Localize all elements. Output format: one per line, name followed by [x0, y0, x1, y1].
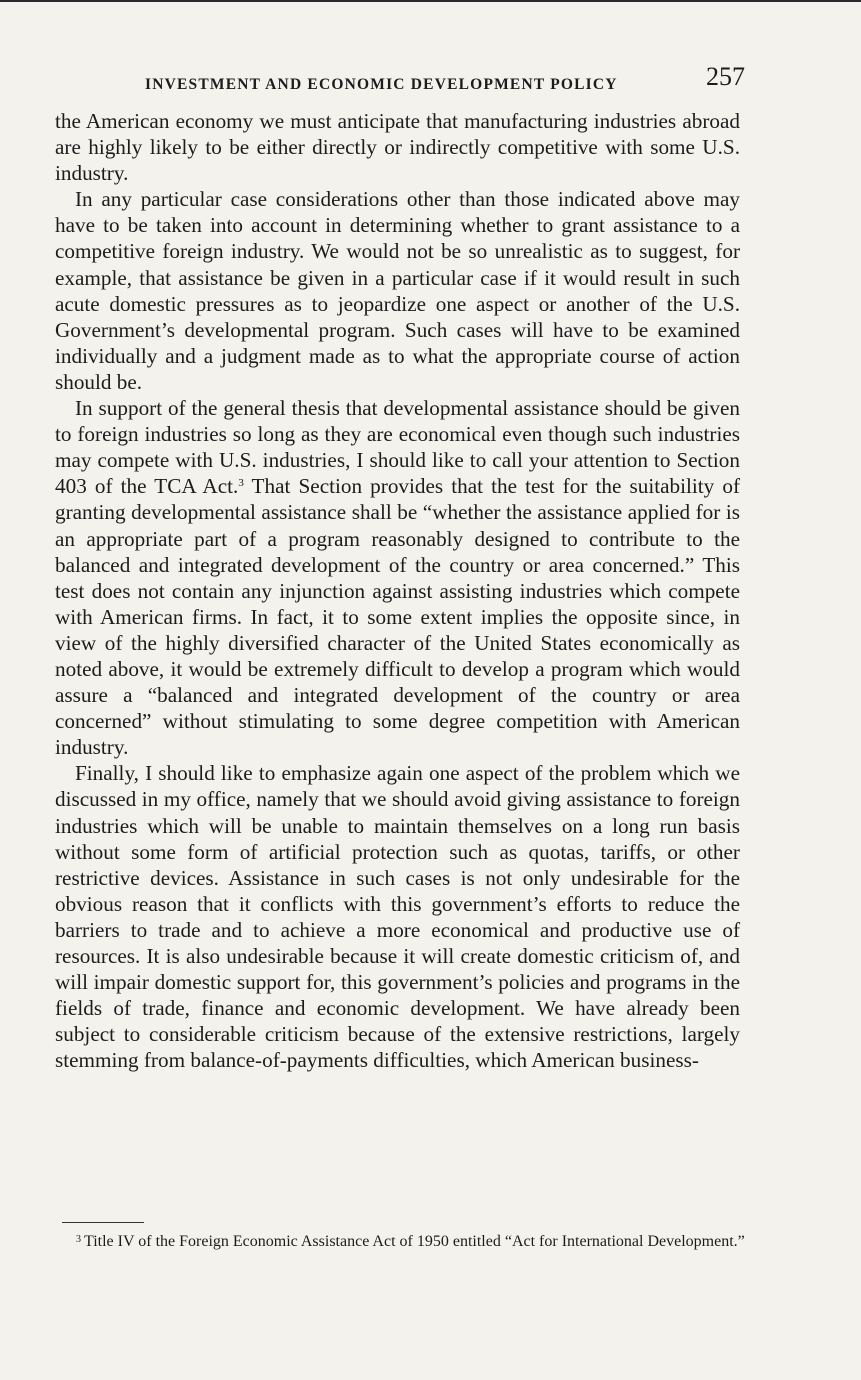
paragraph-4: Finally, I should like to emphasize again one aspect of the problem which we discussed in my office, namely that we should avoid giving assistance to foreign industries which will be unable to maintain themselves on a long run basis without some form of artificial protection such as quotas, tariffs, or other restrictive devices. Assistance in such cases is not only undesirable for the obvious reason that it conflicts with this government’s efforts to reduce the barriers to trade and to achieve a more economical and productive use of resources. It is also undesirable because it will create domestic criticism of, and will impair domestic support for, this government’s policies and programs in the fields of trade, finance and economic development. We have already been subject to considerable criticism because of the extensive restrictions, largely stemming from balance-of-payments difficulties, which American business- [55, 761, 740, 1073]
running-head: INVESTMENT AND ECONOMIC DEVELOPMENT POLICY [145, 76, 618, 93]
paragraph-3-part-1: In support of the general thesis that developmental assistance should be given to foreign industries so long as they are economical even though such industries may compete with U.S. industries, I should like to call your attention to Section 403 of the TCA Act. [55, 396, 740, 499]
footnote-marker: 3 [76, 1234, 81, 1245]
paragraph-3-part-2: That Section provides that the test for the suitability of granting developmental assistance shall be “whether the assistance applied for is an appropriate part of a program reasonably designed to contribute to the balanced and integrated development of the country or area concerned.” This test does not contain any injunction against assisting industries which compete with American firms. In fact, it to some extent implies the opposite since, in view of the highly diversified character of the United States economically as noted above, it would be extremely difficult to develop a program which would assure a “balanced and integrated development of the country or area concerned” without stimulating to some degree competition with American industry. [55, 474, 741, 760]
page-top-edge [0, 0, 861, 2]
page-number: 257 [706, 62, 745, 91]
footnote-reference: 3 [238, 477, 244, 490]
page-header [145, 62, 745, 102]
footnote [62, 1229, 745, 1252]
paragraph-1: the American economy we must anticipate that manufacturing industries abroad are highly likely to be either directly or indirectly competitive with some U.S. industry. [55, 109, 740, 186]
body-text [55, 108, 740, 1073]
footnote-text: Title IV of the Foreign Economic Assistance Act of 1950 entitled “Act for International Development.” [84, 1233, 745, 1250]
paragraph-3 [55, 395, 740, 760]
footnote-divider [62, 1222, 144, 1223]
paragraph-2: In any particular case considerations other than those indicated above may have to be taken into account in determining whether to grant assistance to a competitive foreign industry. We would not be so unrealistic as to suggest, for example, that assistance be given in a particular case if it would result in such acute domestic pressures as to jeopardize one aspect or another of the U.S. Government’s developmental program. Such cases will have to be examined individually and a judgment made as to what the appropriate course of action should be. [55, 187, 740, 394]
